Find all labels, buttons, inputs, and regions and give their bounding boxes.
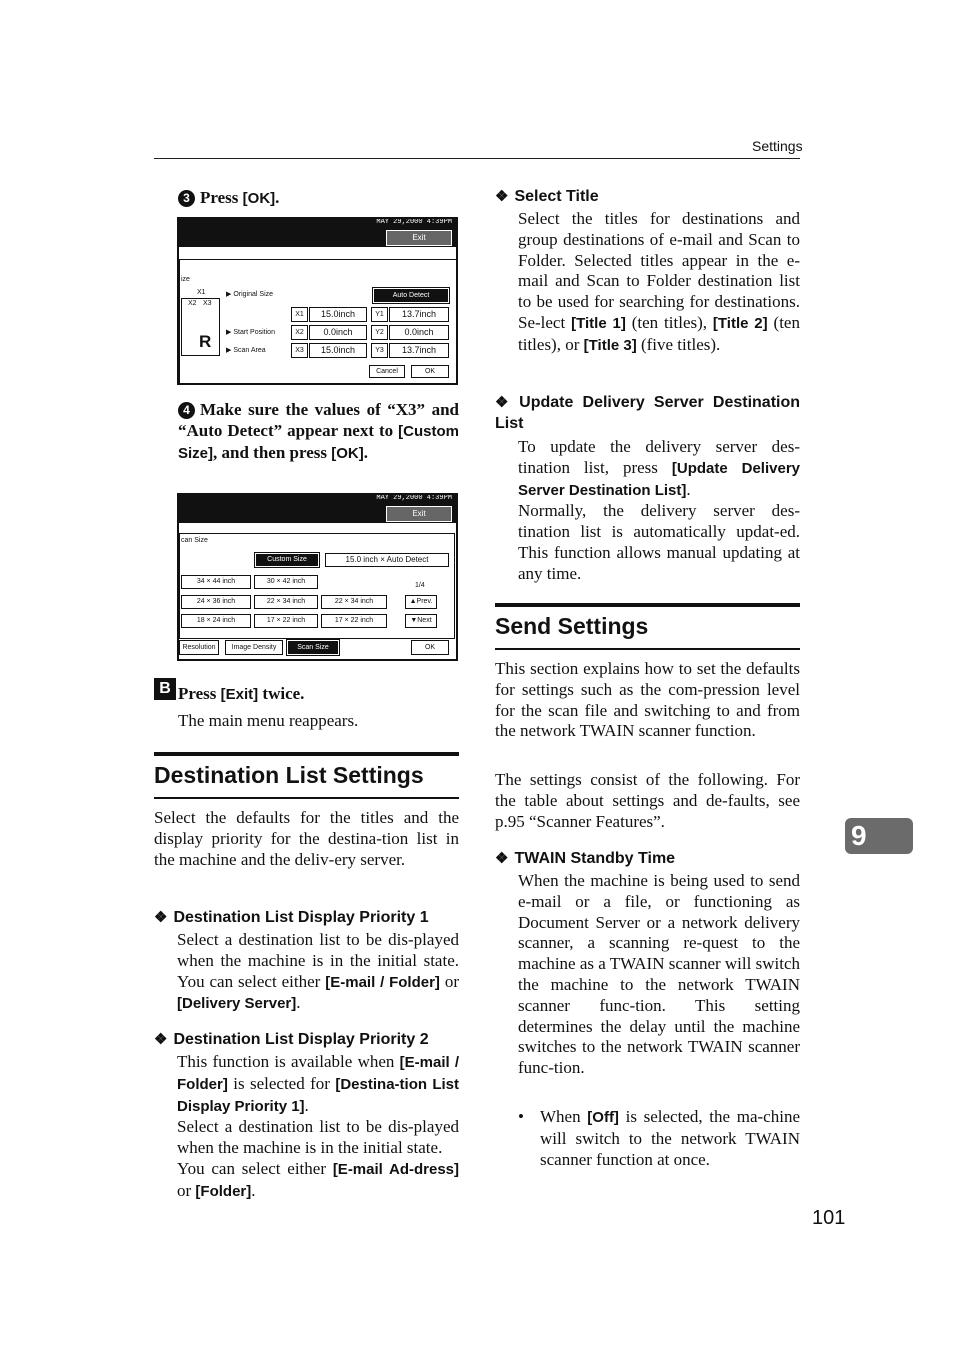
- size-value: 15.0 inch × Auto Detect: [325, 553, 449, 567]
- step-number-badge: 4: [178, 402, 195, 419]
- subhead-priority-2: ❖ Destination List Display Priority 2: [154, 1031, 429, 1048]
- exit-button: Exit: [386, 506, 452, 522]
- select-title-body: Select the titles for destinations and group destinations of e-mail and Scan to Folder. Selected titles appear in the e-mail and Scan to Folder destination list to be used for searching for destinations. Se-lect [Title 1] (ten titles), [Title 2] (ten titles), or [Title 3] (five titles).: [518, 209, 800, 354]
- tab-image-density: Image Density: [225, 640, 283, 655]
- section-heading-destination-list: Destination List Settings: [154, 762, 424, 788]
- step-number-badge: 3: [178, 190, 195, 207]
- page-number: 101: [812, 1207, 846, 1229]
- running-header: Settings: [752, 138, 803, 154]
- size-label: ize: [181, 276, 190, 283]
- step-b-badge: B: [154, 678, 176, 700]
- update-delivery-body: To update the delivery server des-tination list, press [Update Delivery Server Destination List]. Normally, the delivery server des-tination list is automatically updat-ed. This function allows manual updating at any time.: [518, 437, 801, 583]
- subhead-priority-1: ❖ Destination List Display Priority 1: [154, 909, 429, 926]
- diamond-bullet-icon: ❖: [495, 850, 509, 867]
- diamond-bullet-icon: ❖: [154, 1031, 168, 1048]
- cancel-button: Cancel: [369, 365, 405, 378]
- diamond-bullet-icon: ❖: [154, 909, 168, 926]
- diamond-bullet-icon: ❖: [495, 188, 509, 205]
- section-heading-send-settings: Send Settings: [495, 613, 649, 639]
- subhead-update-delivery: ❖ Update Delivery Server Destination List: [495, 394, 801, 432]
- subhead-twain-standby: ❖ TWAIN Standby Time: [495, 850, 676, 867]
- custom-size-button: Custom Size: [255, 553, 319, 567]
- ok-button-ref: [OK]: [242, 190, 276, 207]
- screenshot-scan-size: MAY 29,2000 4:39PM Exit can Size Custom Size 15.0 inch × Auto Detect 34 × 44 inch 30 × 42 inch 24 × 36 inch 22 × 34 inch 22 × 34 inch 18 × 24 inch 17 × 22 inch 17 × 22 inch 1/4 ▲Prev. ▼Next Resolution Image Density Scan Size OK: [177, 493, 458, 661]
- bullet-dot: •: [518, 1107, 524, 1126]
- subhead-select-title: ❖ Select Title: [495, 188, 599, 205]
- ok-button: OK: [411, 365, 449, 378]
- twain-bullet: When [Off] is selected, the ma-chine will switch to the network TWAIN scanner function at once.: [540, 1107, 800, 1169]
- header-rule: [154, 158, 800, 159]
- tab-resolution: Resolution: [179, 640, 219, 655]
- send-settings-intro: This section explains how to set the defaults for settings such as the com-pression level for the scan file and switching to and from the network TWAIN scanner function.: [495, 659, 800, 741]
- auto-detect-button: Auto Detect: [373, 288, 449, 303]
- prev-button: ▲Prev.: [405, 595, 437, 609]
- r-glyph: R: [199, 332, 212, 351]
- twain-body: When the machine is being used to send e-mail or a file, or functioning as Document Server or a network delivery scanner, a scanning re-quest to the machine as a TWAIN scanner will switch the machine to the network TWAIN scanner func-tion. This setting determines the delay until the machine switches to the network TWAIN scanner func-tion.: [518, 871, 800, 1078]
- send-settings-reference: The settings consist of the following. For the table about settings and de-faults, see p.95 “Scanner Features”.: [495, 770, 800, 831]
- next-button: ▼Next: [405, 614, 437, 628]
- step-b: Press [Exit] twice.: [178, 684, 305, 703]
- priority-1-body: Select a destination list to be dis-played when the machine is in the initial state. You can select either [E-mail / Folder] or [Delivery Server].: [177, 930, 460, 1013]
- screenshot-original-size: MAY 29,2000 4:39PM Exit ize X1 X2 X3 R ▶ Original Size ▶ Start Position ▶ Scan Area Auto Detect X1 X2 X3 15.0inch 0.0inch 15.0inch Y1 Y2 Y3 13.7inch 0.0inch 13.7inch Cancel OK: [177, 217, 458, 385]
- priority-2-body: This function is available when [E-mail / Folder] is selected for [Destina-tion List Display Priority 1]. Select a destination list to be dis-played when the machine is in the initial state. You can select either [E-mail Ad-dress] or [Folder].: [177, 1052, 460, 1200]
- diamond-bullet-icon: ❖: [495, 394, 514, 411]
- section-intro: Select the defaults for the titles and the display priority for the destina-tion list in the machine and the deliv-ery server.: [154, 808, 459, 869]
- chapter-tab: 9: [845, 818, 913, 854]
- step-3: 3 Press [OK].: [178, 187, 279, 209]
- step-4: 4 Make sure the values of “X3” and “Auto Detect” appear next to [Custom Size], and then press [OK].: [178, 400, 459, 462]
- step-b-note: The main menu reappears.: [178, 711, 359, 730]
- ok-button: OK: [411, 640, 449, 655]
- tab-scan-size: Scan Size: [287, 640, 339, 655]
- exit-button: Exit: [386, 230, 452, 246]
